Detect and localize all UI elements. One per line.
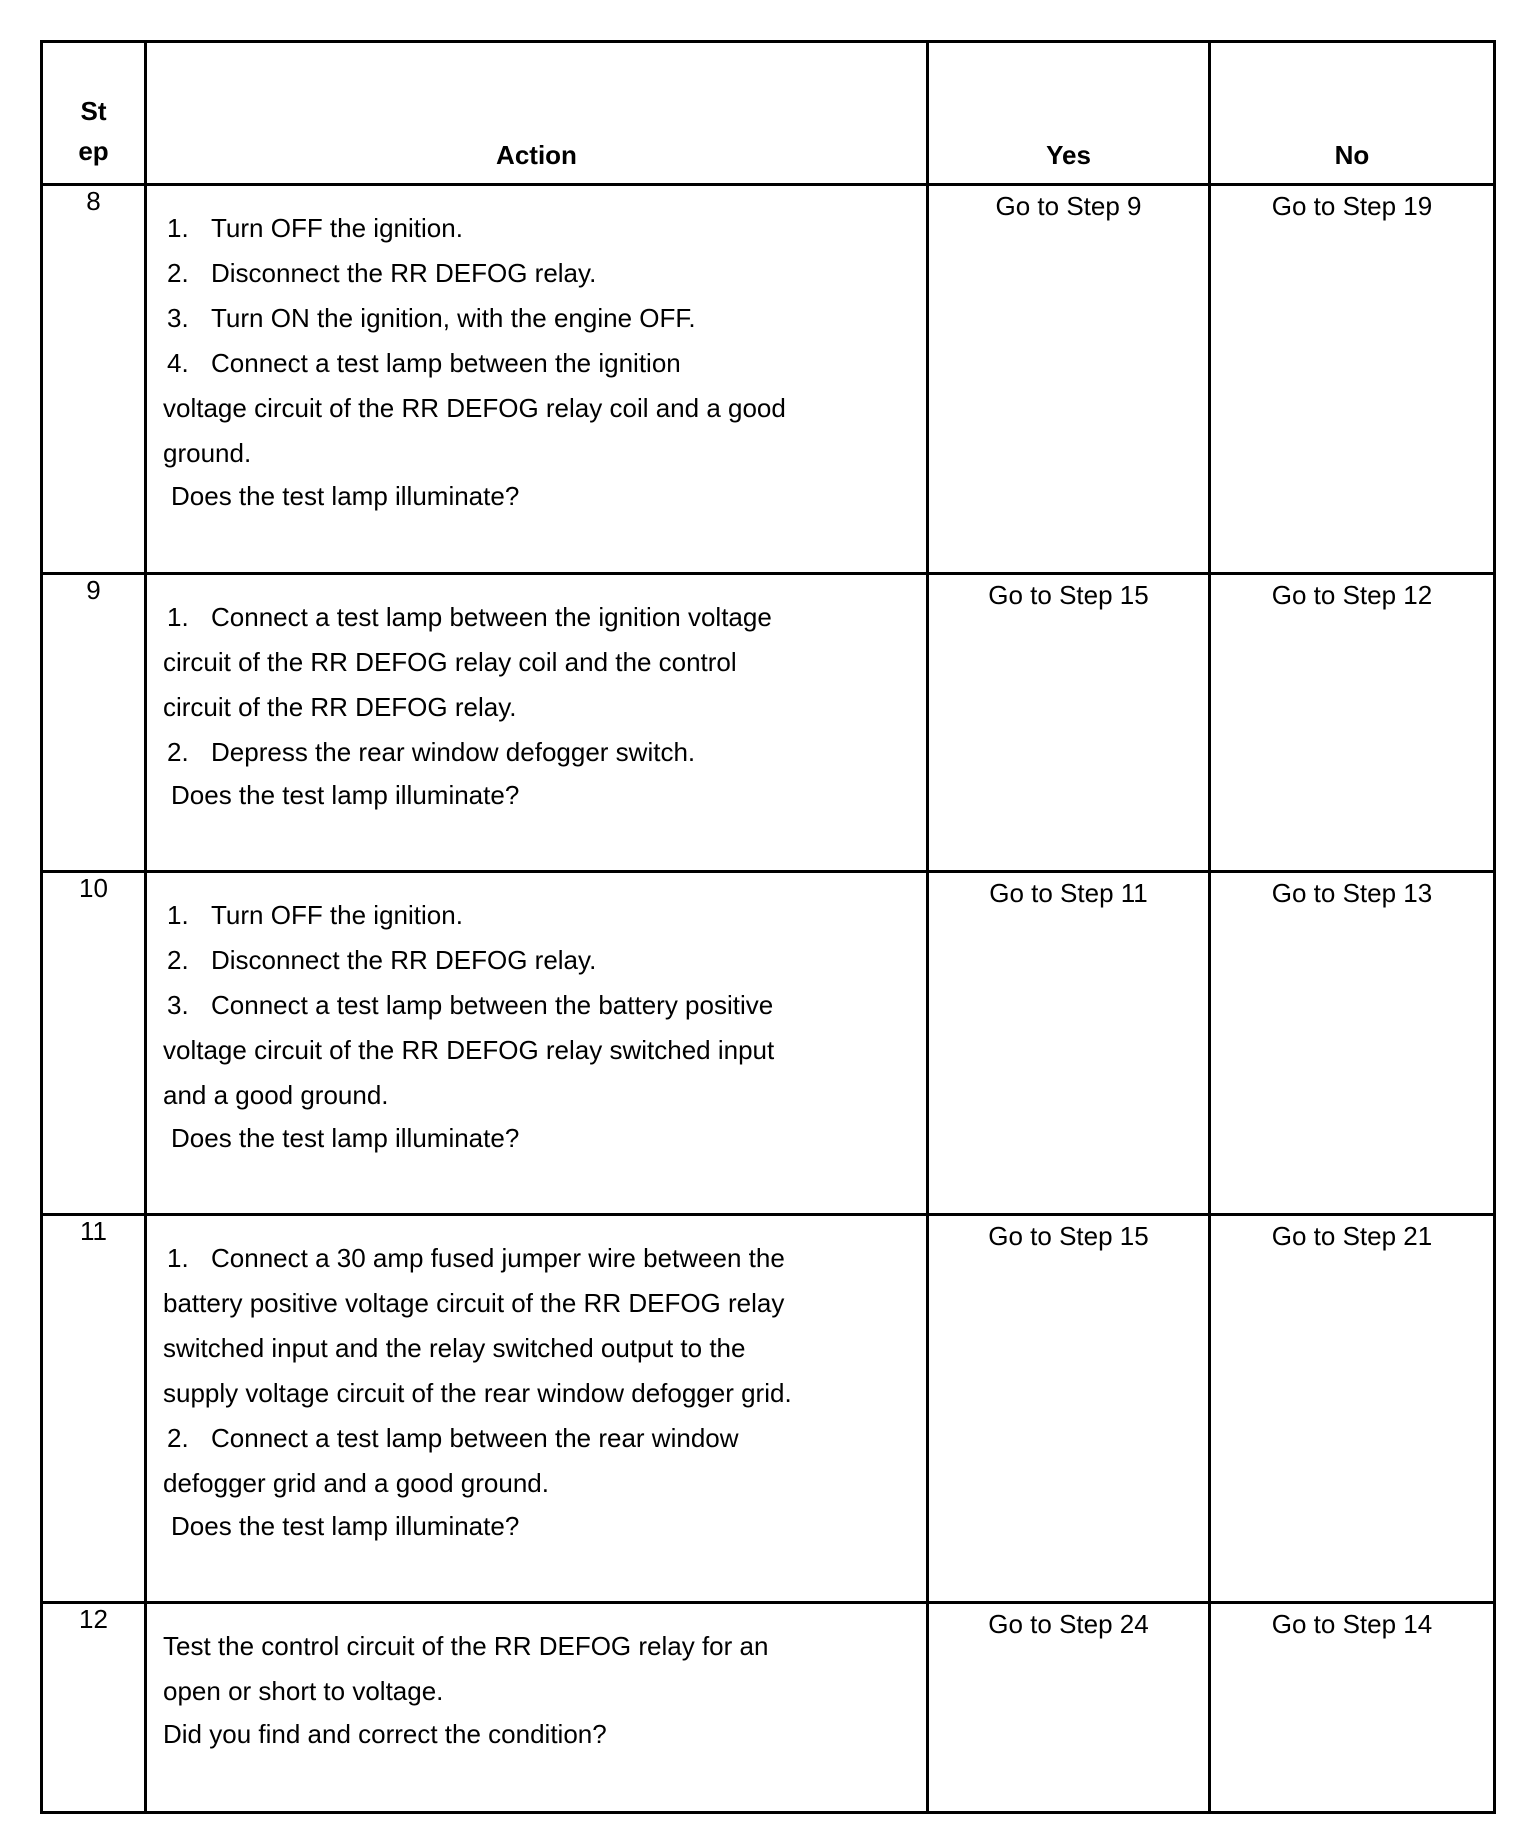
action-line: ground. — [163, 438, 252, 468]
action-line: circuit of the RR DEFOG relay coil and the control — [163, 647, 737, 677]
action-question: Does the test lamp illuminate? — [171, 481, 520, 511]
action-line: defogger grid and a good ground. — [163, 1468, 549, 1498]
no-result: Go to Step 21 — [1210, 1215, 1495, 1603]
action-line: 4. Connect a test lamp between the ignition — [167, 348, 681, 378]
action-line: 2. Connect a test lamp between the rear window — [167, 1423, 739, 1453]
action-cell — [146, 1215, 928, 1603]
no-result: Go to Step 19 — [1210, 185, 1495, 574]
table-row — [42, 185, 1495, 574]
step-number: 9 — [42, 574, 146, 872]
yes-result: Go to Step 11 — [928, 872, 1210, 1215]
header-action: Action — [146, 42, 928, 185]
action-line: 2. Depress the rear window defogger switch. — [167, 737, 696, 767]
diagnostic-table — [40, 40, 1496, 1814]
action-question: Does the test lamp illuminate? — [171, 1511, 520, 1541]
action-line: open or short to voltage. — [163, 1676, 444, 1706]
action-line: 2. Disconnect the RR DEFOG relay. — [167, 258, 597, 288]
no-result: Go to Step 14 — [1210, 1603, 1495, 1813]
no-result: Go to Step 12 — [1210, 574, 1495, 872]
action-question: Does the test lamp illuminate? — [171, 1123, 520, 1153]
header-yes: Yes — [928, 42, 1210, 185]
action-cell — [146, 1603, 928, 1813]
table-row — [42, 574, 1495, 872]
action-line: 2. Disconnect the RR DEFOG relay. — [167, 945, 597, 975]
table-row — [42, 872, 1495, 1215]
action-line: 3. Turn ON the ignition, with the engine OFF. — [167, 303, 696, 333]
yes-result: Go to Step 9 — [928, 185, 1210, 574]
action-question: Does the test lamp illuminate? — [171, 780, 520, 810]
yes-result: Go to Step 15 — [928, 1215, 1210, 1603]
action-line: voltage circuit of the RR DEFOG relay coil and a good — [163, 393, 786, 423]
no-result: Go to Step 13 — [1210, 872, 1495, 1215]
action-line: 1. Connect a 30 amp fused jumper wire between the — [167, 1243, 785, 1273]
action-line: 1. Connect a test lamp between the ignition voltage — [167, 602, 772, 632]
action-line: switched input and the relay switched output to the — [163, 1333, 746, 1363]
yes-result: Go to Step 24 — [928, 1603, 1210, 1813]
table-row — [42, 1603, 1495, 1813]
action-cell — [146, 185, 928, 574]
action-line: Test the control circuit of the RR DEFOG relay for an — [163, 1631, 769, 1661]
action-line: 1. Turn OFF the ignition. — [167, 213, 463, 243]
header-step — [42, 42, 146, 185]
step-number: 11 — [42, 1215, 146, 1603]
table-header-row — [42, 42, 1495, 185]
action-line: circuit of the RR DEFOG relay. — [163, 692, 517, 722]
step-number: 10 — [42, 872, 146, 1215]
action-cell — [146, 574, 928, 872]
step-number: 8 — [42, 185, 146, 574]
table-row — [42, 1215, 1495, 1603]
action-question: Did you find and correct the condition? — [163, 1719, 607, 1749]
action-cell — [146, 872, 928, 1215]
action-line: supply voltage circuit of the rear window defogger grid. — [163, 1378, 792, 1408]
action-line: battery positive voltage circuit of the RR DEFOG relay — [163, 1288, 785, 1318]
header-no: No — [1210, 42, 1495, 185]
action-line: 1. Turn OFF the ignition. — [167, 900, 463, 930]
action-line: voltage circuit of the RR DEFOG relay switched input — [163, 1035, 775, 1065]
action-line: and a good ground. — [163, 1080, 389, 1110]
step-number: 12 — [42, 1603, 146, 1813]
action-line: 3. Connect a test lamp between the battery positive — [167, 990, 774, 1020]
header-step-line2: ep — [78, 136, 109, 166]
yes-result: Go to Step 15 — [928, 574, 1210, 872]
header-step-line1: St — [80, 96, 107, 126]
